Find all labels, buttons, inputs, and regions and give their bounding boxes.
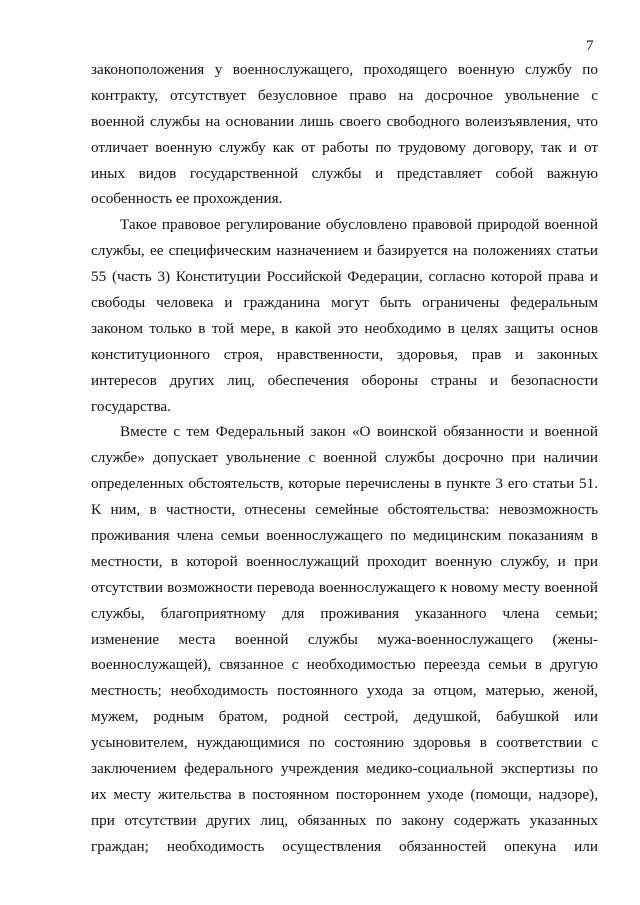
- text-line: определенных обстоятельств, которые перечислены в пункте 3 его статьи 51.: [91, 475, 598, 493]
- text-line: их месту жительства в постоянном постороннем уходе (помощи, надзоре),: [91, 785, 598, 803]
- text-line: государства.: [91, 397, 171, 415]
- text-line: законоположения у военнослужащего, проходящего военную службу по: [91, 61, 598, 78]
- text-line: местность; необходимость постоянного ухода за отцом, матерью, женой,: [91, 682, 598, 700]
- text-line: заключением федерального учреждения медико-социальной экспертизы по: [91, 760, 598, 778]
- text-line: усыновителем, нуждающимися по состоянию здоровья в соответствии с: [91, 734, 598, 752]
- text-line: службы, ее специфическим назначением и базируется на положениях статьи: [91, 242, 598, 260]
- text-line: местности, в которой военнослужащий проходит военную службу, и при: [91, 552, 598, 570]
- text-line: военной службы на основании лишь своего свободного волеизъявления, что: [91, 112, 598, 130]
- text-line: К ним, в частности, отнесены семейные обстоятельства: невозможность: [91, 501, 598, 519]
- text-line: 55 (часть 3) Конституции Российской Федерации, согласно которой права и: [91, 268, 598, 286]
- text-line: изменение места военной службы мужа-военнослужащего (жены-: [91, 630, 598, 648]
- paragraph: [91, 419, 598, 859]
- text-line: конституционного строя, нравственности, здоровья, прав и законных: [91, 345, 598, 363]
- text-line: иных видов государственной службы и представляет собой важную: [91, 164, 598, 182]
- text-line: службы, благоприятному для проживания указанного члена семьи;: [91, 604, 598, 622]
- text-line: контракту, отсутствует безусловное право на досрочное увольнение с: [91, 86, 598, 104]
- text-line: отсутствии возможности перевода военнослужащего к новому месту военной: [91, 578, 598, 596]
- document-body: [91, 57, 598, 860]
- text-line: службе» допускает увольнение с военной службы досрочно при наличии: [91, 449, 598, 467]
- text-line: мужем, родным братом, родной сестрой, дедушкой, бабушкой или: [91, 708, 598, 726]
- paragraph: [91, 212, 598, 419]
- page-number: 7: [586, 38, 594, 54]
- text-line: Такое правовое регулирование обусловлено правовой природой военной: [120, 216, 598, 234]
- text-line: свободы человека и гражданина могут быть ограничены федеральным: [91, 294, 598, 312]
- text-line: интересов других лиц, обеспечения обороны страны и безопасности: [91, 371, 598, 389]
- text-line: военнослужащей), связанное с необходимостью переезда семьи в другую: [91, 656, 598, 674]
- text-line: граждан; необходимость осуществления обязанностей опекуна или: [91, 837, 598, 855]
- text-line: проживания члена семьи военнослужащего по медицинским показаниям в: [91, 527, 598, 545]
- text-line: при отсутствии других лиц, обязанных по закону содержать указанных: [91, 811, 598, 829]
- paragraph: [91, 57, 598, 212]
- text-line: отличает военную службу как от работы по трудовому договору, так и от: [91, 138, 598, 156]
- text-line: Вместе с тем Федеральный закон «О воинской обязанности и военной: [120, 423, 598, 441]
- text-line: законом только в той мере, в какой это необходимо в целях защиты основ: [91, 319, 598, 337]
- text-line: особенность ее прохождения.: [91, 190, 283, 208]
